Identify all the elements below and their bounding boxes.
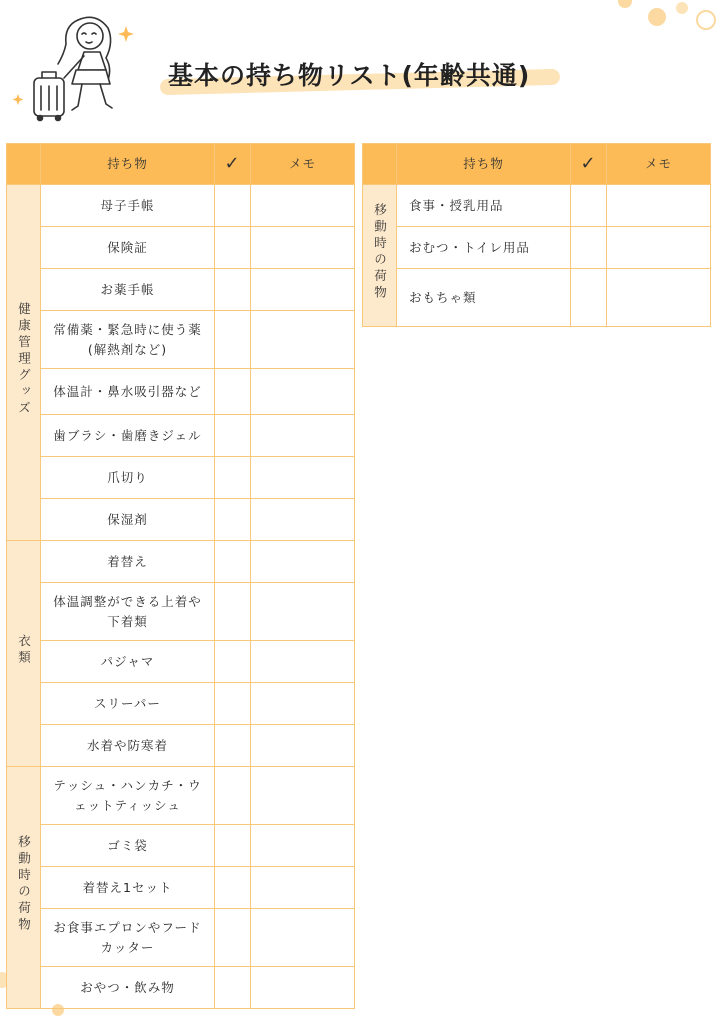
category-text: 移動時の荷物	[16, 835, 32, 934]
table-row	[7, 867, 355, 909]
header-item: 持ち物	[397, 144, 571, 185]
item-name: 保険証	[41, 227, 215, 269]
category-text: 健康管理グッズ	[16, 301, 32, 418]
checkbox-cell[interactable]	[215, 311, 251, 369]
checkbox-cell[interactable]	[215, 415, 251, 457]
category-label	[7, 767, 41, 1009]
item-name: 体温調整ができる上着や 下着類	[41, 583, 215, 641]
item-name: 保湿剤	[41, 499, 215, 541]
item-name: おもちゃ類	[397, 269, 571, 327]
memo-cell[interactable]	[251, 269, 355, 311]
table-row	[7, 583, 355, 641]
checkbox-cell[interactable]	[215, 967, 251, 1009]
checkbox-cell[interactable]	[215, 641, 251, 683]
table-row	[7, 311, 355, 369]
item-name: おむつ・トイレ用品	[397, 227, 571, 269]
table-row	[7, 909, 355, 967]
memo-cell[interactable]	[607, 269, 711, 327]
checkbox-cell[interactable]	[215, 457, 251, 499]
item-name: 水着や防寒着	[41, 725, 215, 767]
checkbox-cell[interactable]	[215, 767, 251, 825]
checkbox-cell[interactable]	[571, 227, 607, 269]
item-name: 食事・授乳用品	[397, 185, 571, 227]
decor-circle	[618, 0, 632, 8]
memo-cell[interactable]	[251, 767, 355, 825]
memo-cell[interactable]	[251, 185, 355, 227]
table-row	[7, 499, 355, 541]
table-row	[7, 767, 355, 825]
table-row	[7, 725, 355, 767]
memo-cell[interactable]	[251, 825, 355, 867]
checkbox-cell[interactable]	[215, 369, 251, 415]
table-header-row	[7, 144, 355, 185]
item-name: テッシュ・ハンカチ・ウ ェットティッシュ	[41, 767, 215, 825]
page-title: 基本の持ち物リスト(年齢共通)	[168, 61, 531, 90]
table-row	[7, 369, 355, 415]
header-item: 持ち物	[41, 144, 215, 185]
memo-cell[interactable]	[251, 683, 355, 725]
table-row	[363, 185, 711, 227]
table-row	[7, 541, 355, 583]
memo-cell[interactable]	[251, 499, 355, 541]
checkbox-cell[interactable]	[215, 867, 251, 909]
item-name: お食事エプロンやフード カッター	[41, 909, 215, 967]
memo-cell[interactable]	[251, 725, 355, 767]
checkbox-cell[interactable]	[215, 583, 251, 641]
memo-cell[interactable]	[251, 311, 355, 369]
header-memo: メモ	[251, 144, 355, 185]
checkbox-cell[interactable]	[215, 185, 251, 227]
memo-cell[interactable]	[251, 867, 355, 909]
table-row	[363, 269, 711, 327]
table-row	[7, 825, 355, 867]
table-row	[363, 227, 711, 269]
header-corner	[363, 144, 397, 185]
memo-cell[interactable]	[251, 369, 355, 415]
decor-circle	[648, 8, 666, 26]
checkbox-cell[interactable]	[215, 227, 251, 269]
checkbox-cell[interactable]	[215, 909, 251, 967]
header-corner	[7, 144, 41, 185]
item-name: 母子手帳	[41, 185, 215, 227]
item-name: ゴミ袋	[41, 825, 215, 867]
item-name: おやつ・飲み物	[41, 967, 215, 1009]
left-table-body	[7, 185, 355, 1009]
decor-circle	[696, 10, 716, 30]
item-name: 歯ブラシ・歯磨きジェル	[41, 415, 215, 457]
memo-cell[interactable]	[251, 641, 355, 683]
checkbox-cell[interactable]	[571, 185, 607, 227]
checkbox-cell[interactable]	[215, 725, 251, 767]
table-row	[7, 227, 355, 269]
memo-cell[interactable]	[251, 583, 355, 641]
checkbox-cell[interactable]	[215, 269, 251, 311]
memo-cell[interactable]	[251, 909, 355, 967]
item-name: パジャマ	[41, 641, 215, 683]
table-row	[7, 185, 355, 227]
item-name: 常備薬・緊急時に使う薬 (解熱剤など)	[41, 311, 215, 369]
memo-cell[interactable]	[251, 967, 355, 1009]
category-label	[7, 185, 41, 541]
item-name: 着替え	[41, 541, 215, 583]
table-row	[7, 457, 355, 499]
table-row	[7, 683, 355, 725]
table-row	[7, 641, 355, 683]
item-name: 爪切り	[41, 457, 215, 499]
category-label	[7, 541, 41, 767]
right-checklist-table	[362, 143, 711, 327]
left-checklist-table	[6, 143, 355, 1009]
checkbox-cell[interactable]	[571, 269, 607, 327]
item-name: 体温計・鼻水吸引器など	[41, 369, 215, 415]
memo-cell[interactable]	[251, 415, 355, 457]
memo-cell[interactable]	[251, 227, 355, 269]
item-name: 着替え1セット	[41, 867, 215, 909]
item-name: スリーパー	[41, 683, 215, 725]
title-block	[160, 52, 560, 102]
header-memo: メモ	[607, 144, 711, 185]
table-row	[7, 269, 355, 311]
category-text: 移動時の荷物	[372, 203, 388, 302]
memo-cell[interactable]	[607, 185, 711, 227]
item-name: お薬手帳	[41, 269, 215, 311]
table-row	[7, 415, 355, 457]
category-label	[363, 185, 397, 327]
header-check-icon: ✓	[571, 144, 607, 185]
table-row	[7, 967, 355, 1009]
checkbox-cell[interactable]	[215, 683, 251, 725]
checkbox-cell[interactable]	[215, 825, 251, 867]
memo-cell[interactable]	[251, 457, 355, 499]
right-table-body	[363, 185, 711, 327]
checkbox-cell[interactable]	[215, 541, 251, 583]
decor-circle	[676, 2, 688, 14]
memo-cell[interactable]	[607, 227, 711, 269]
memo-cell[interactable]	[251, 541, 355, 583]
girl-with-suitcase-illustration	[8, 6, 148, 126]
checkbox-cell[interactable]	[215, 499, 251, 541]
table-header-row	[363, 144, 711, 185]
header-check-icon: ✓	[215, 144, 251, 185]
category-text: 衣類	[16, 634, 32, 667]
